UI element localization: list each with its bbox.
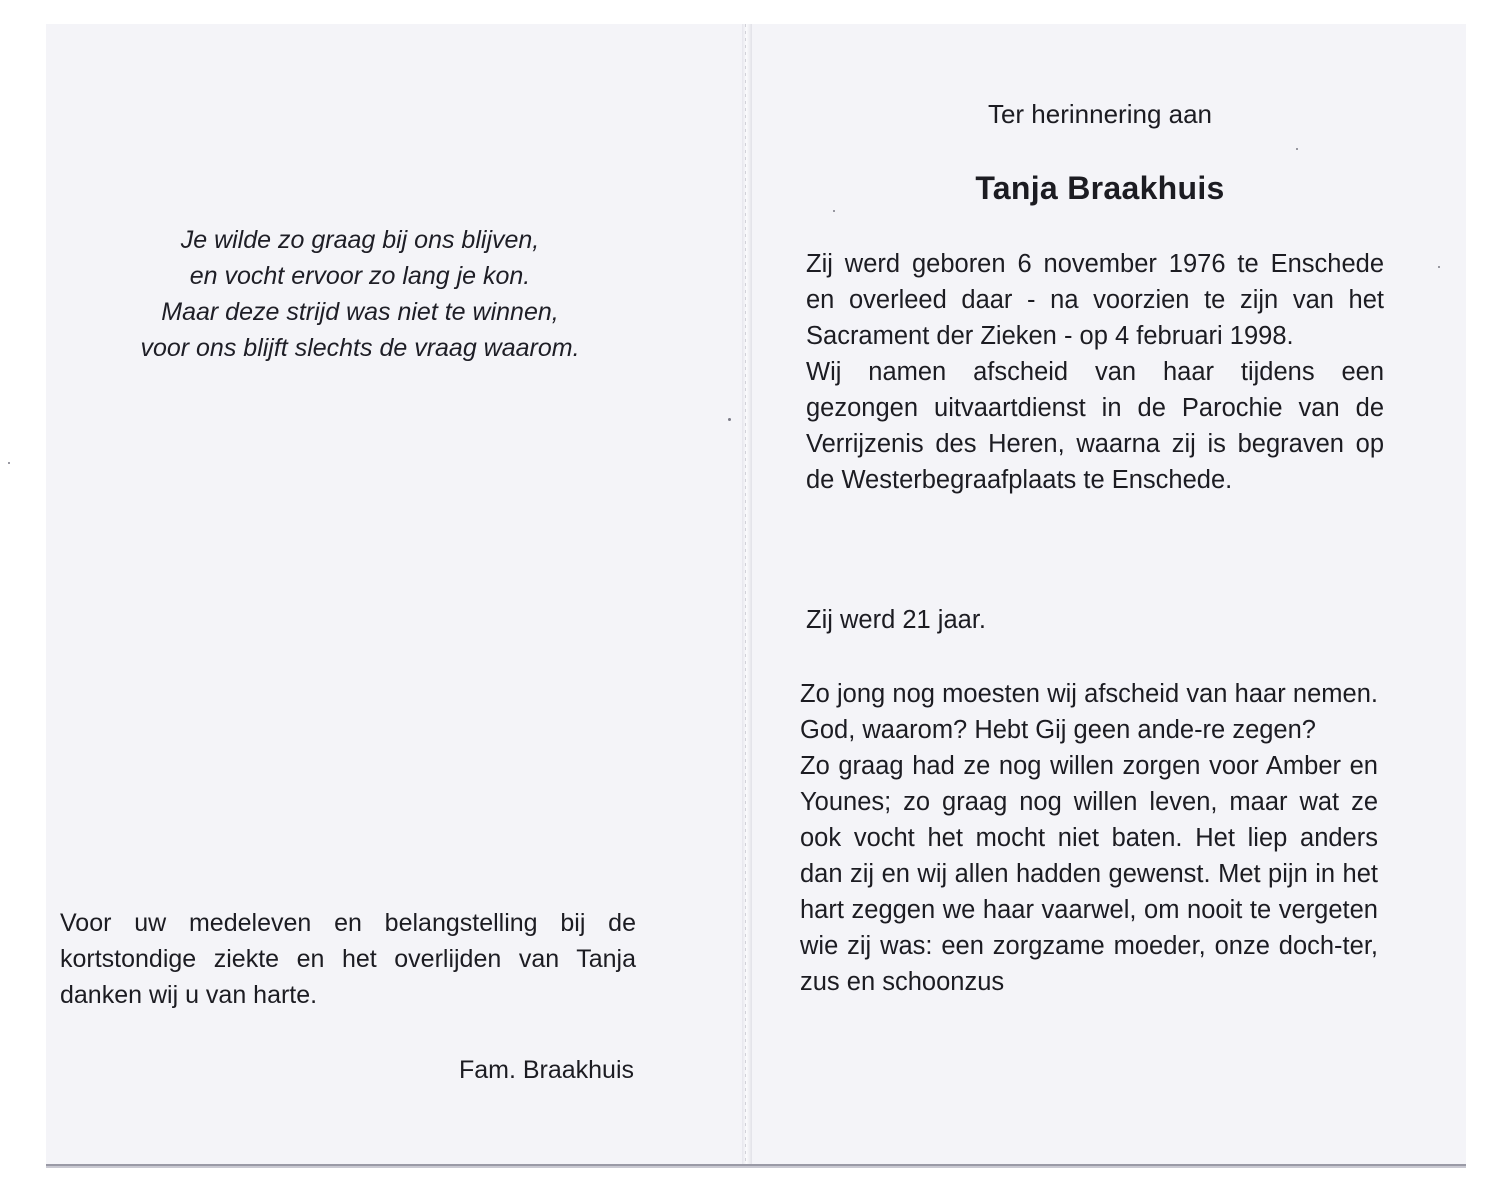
scan-speck [1438,266,1440,268]
memorial-poem [90,222,630,366]
poem-line: Maar deze strijd was niet te winnen, [161,298,559,326]
farewell-text-2: Zo graag had ze nog willen zorgen voor Amber en Younes; zo graag nog willen leven, maar wat ze ook vocht het mocht niet baten. Het liep anders dan zij en wij allen hadden gewenst. Met pijn in het hart zeggen we haar vaarwel, om nooit te vergeten wie zij was: een zorgzame moeder, onze doch-ter, zus en schoonzus [800,752,1378,996]
scan-speck [833,210,835,212]
life-paragraph [806,246,1384,498]
deceased-name: Tanja Braakhuis [975,170,1225,206]
scan-speck [8,462,10,464]
birth-death-text: Zij werd geboren 6 november 1976 te Enschede en overleed daar - na voorzien te zijn van het Sacrament der Zieken - op 4 februari 1998. [806,250,1384,350]
scan-speck [1296,148,1298,150]
farewell-paragraph [800,676,1378,1000]
poem-line: Je wilde zo graag bij ons blijven, [180,226,540,254]
poem-line: voor ons blijft slechts de vraag waarom. [140,334,580,362]
scan-speck [728,418,731,421]
age-paragraph: Zij werd 21 jaar. [806,606,986,634]
in-memory-heading: Ter herinnering aan [987,99,1213,129]
thank-you-text: Voor uw medeleven en belangstelling bij de kortstondige ziekte en het overlijden van Tanja danken wij u van harte. [60,909,636,1009]
farewell-text-1: Zo jong nog moesten wij afscheid van haar nemen. God, waarom? Hebt Gij geen ande-re zegen? [800,680,1378,744]
poem-line: en vocht ervoor zo lang je kon. [189,262,531,290]
card-fold-line [742,24,752,1164]
family-signature: Fam. Braakhuis [458,1056,634,1084]
funeral-text: Wij namen afscheid van haar tijdens een gezongen uitvaartdienst in de Parochie van de Verrijzenis des Heren, waarna zij is begraven op de Westerbegraafplaats te Enschede. [806,358,1384,494]
